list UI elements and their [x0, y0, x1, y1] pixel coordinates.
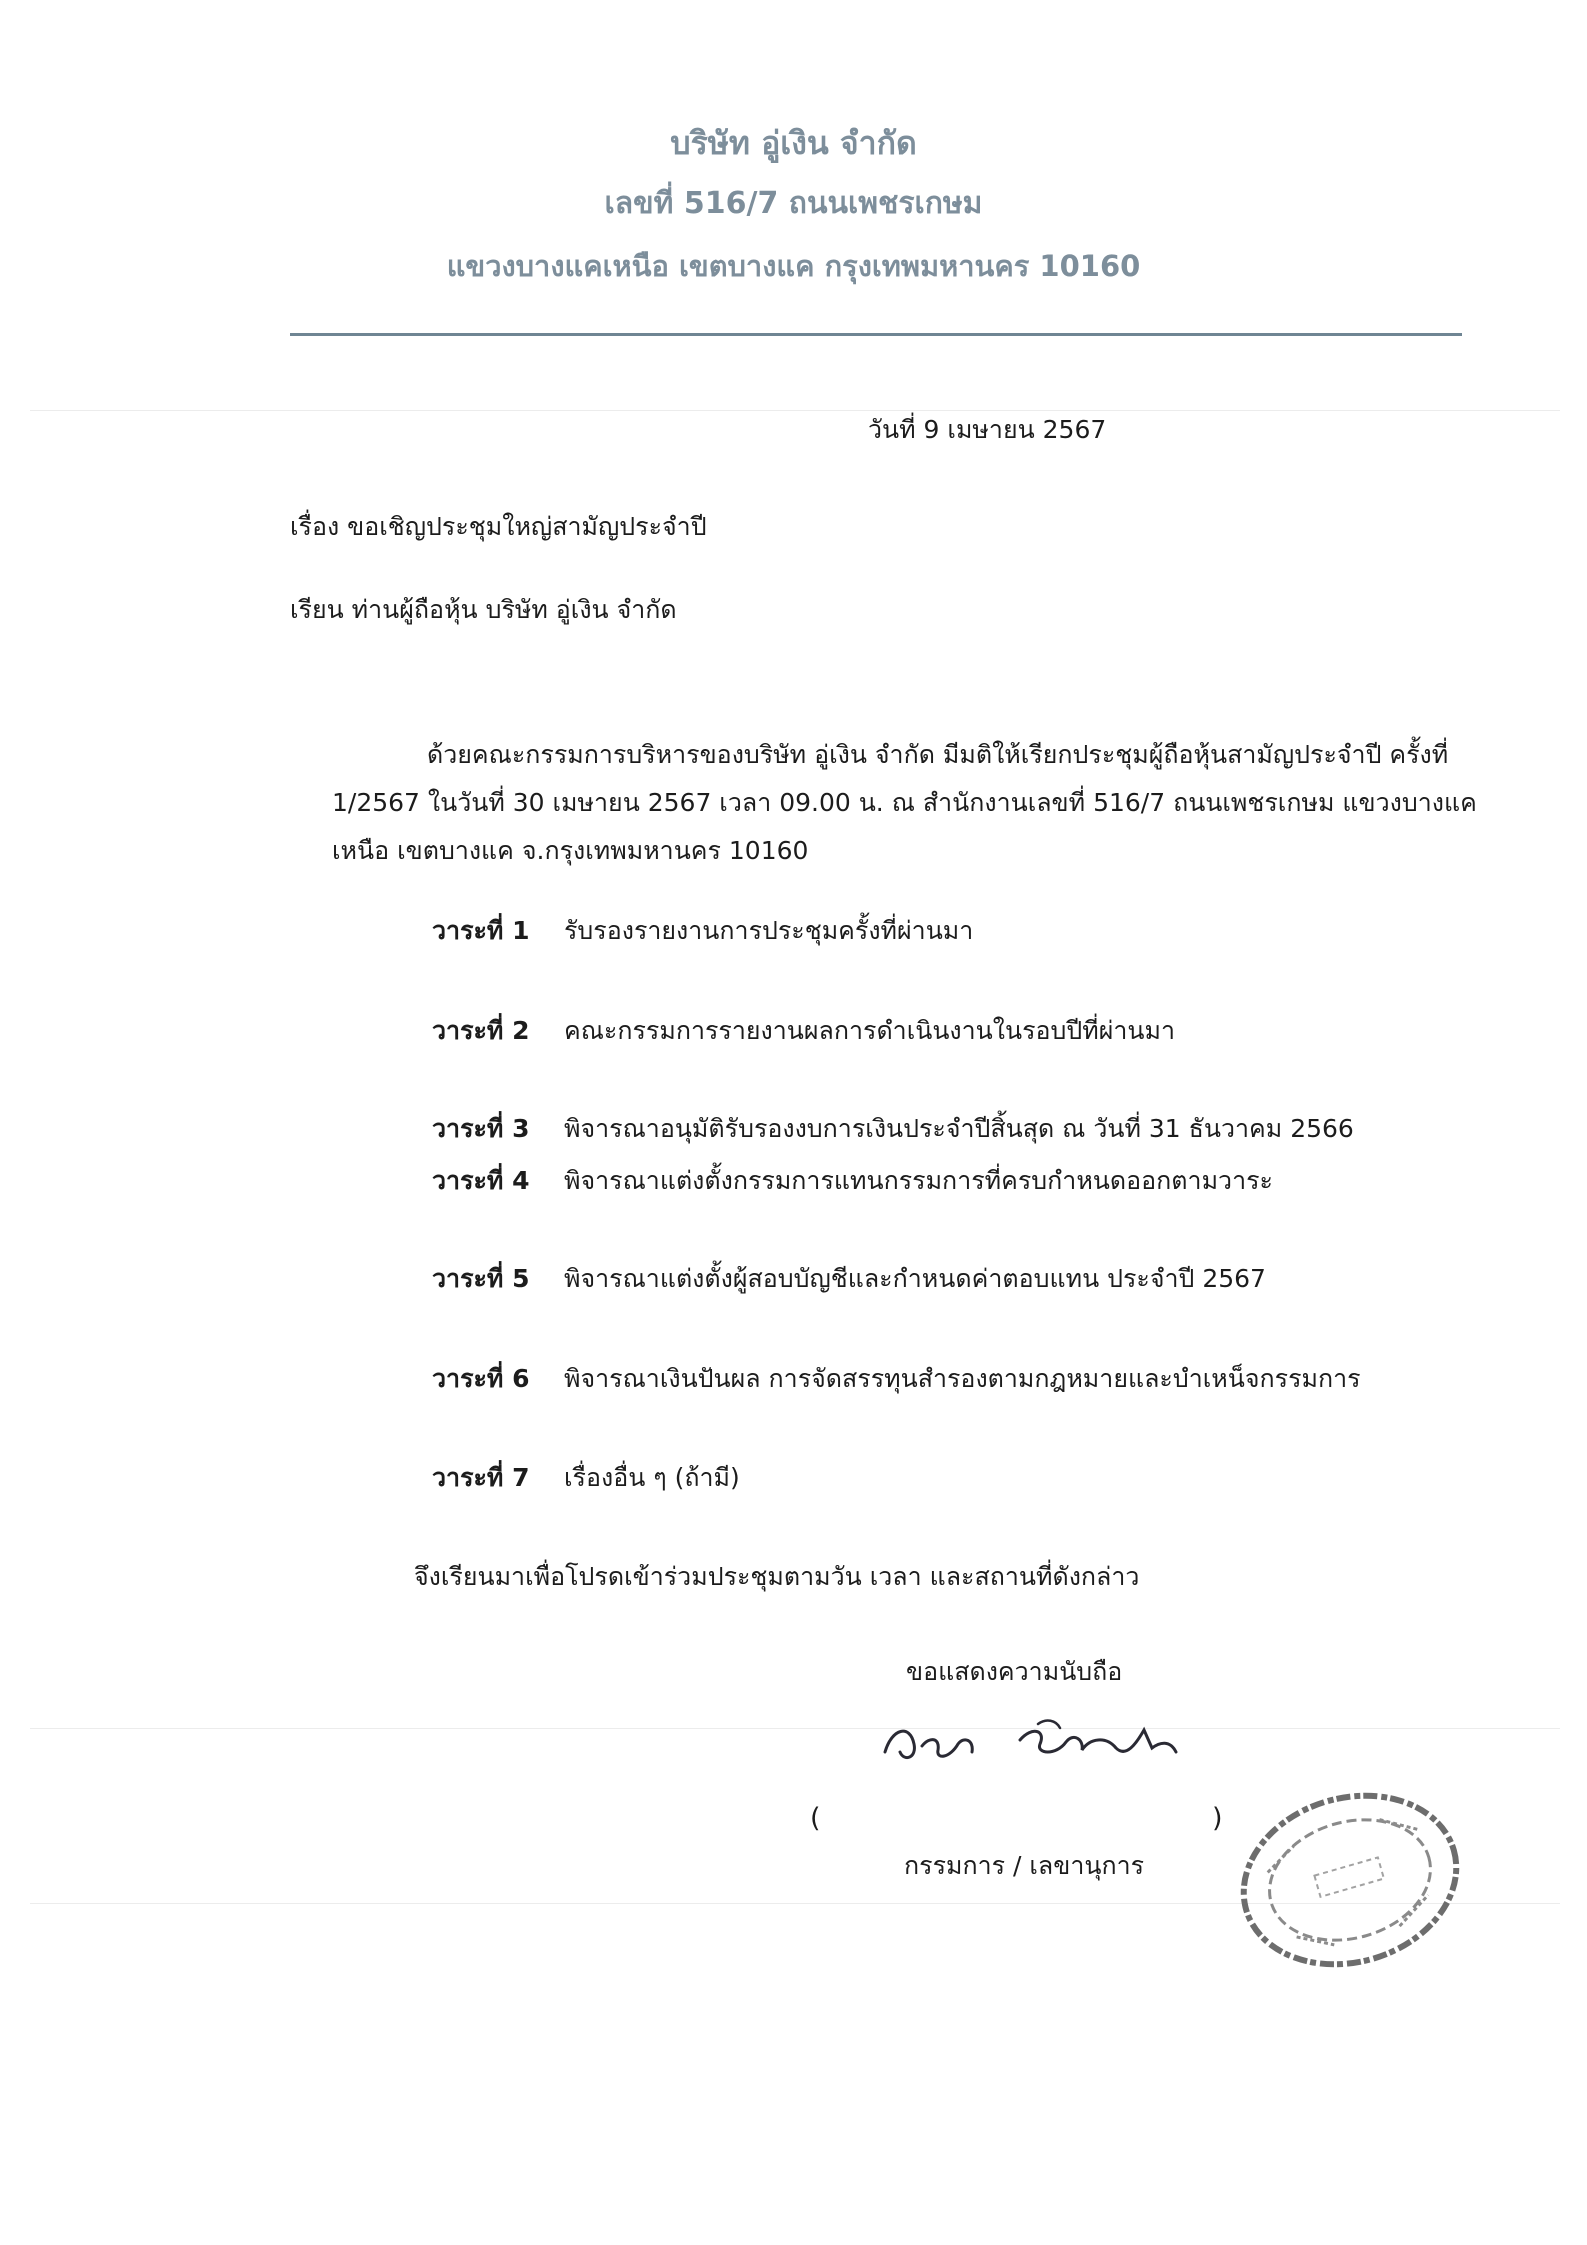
signer-name-close-paren: ) [1212, 1803, 1223, 1834]
scan-line [30, 410, 1560, 411]
company-name: บริษัท อู่เงิน จำกัด [670, 124, 917, 162]
agenda-item [432, 1463, 740, 1493]
signer-position: กรรมการ / เลขานุการ [904, 1851, 1145, 1880]
company-seal-stamp [1225, 1780, 1475, 1980]
body-line: เหนือ เขตบางแค จ.กรุงเทพมหานคร 10160 [332, 836, 809, 865]
agenda-text: พิจารณาแต่งตั้งผู้สอบบัญชีและกำหนดค่าตอบแทน ประจำปี 2567 [564, 1264, 1266, 1293]
agenda-item [432, 1016, 1175, 1046]
agenda-text: พิจารณาเงินปันผล การจัดสรรทุนสำรองตามกฎหมายและบำเหน็จกรรมการ [564, 1364, 1361, 1393]
body-line: ด้วยคณะกรรมการบริหารของบริษัท อู่เงิน จำกัด มีมติให้เรียกประชุมผู้ถือหุ้นสามัญประจำปี ครั้งที่ [427, 740, 1449, 769]
letter-subject: เรื่อง ขอเชิญประชุมใหญ่สามัญประจำปี [290, 512, 707, 541]
agenda-text: เรื่องอื่น ๆ (ถ้ามี) [564, 1463, 740, 1492]
letter-recipient: เรียน ท่านผู้ถือหุ้น บริษัท อู่เงิน จำกัด [290, 595, 677, 624]
regards-text: ขอแสดงความนับถือ [906, 1657, 1123, 1686]
agenda-label: วาระที่ 2 [432, 1016, 530, 1045]
agenda-item [432, 1264, 1266, 1294]
letter-date: วันที่ 9 เมษายน 2567 [868, 415, 1107, 444]
agenda-text: รับรองรายงานการประชุมครั้งที่ผ่านมา [564, 916, 974, 945]
scan-line [30, 1728, 1560, 1729]
agenda-label: วาระที่ 7 [432, 1463, 530, 1492]
agenda-text: คณะกรรมการรายงานผลการดำเนินงานในรอบปีที่ผ่านมา [564, 1016, 1176, 1045]
company-address-line2: แขวงบางแคเหนือ เขตบางแค กรุงเทพมหานคร 10160 [446, 249, 1141, 283]
agenda-label: วาระที่ 1 [432, 916, 530, 945]
agenda-item [432, 1166, 1273, 1196]
agenda-label: วาระที่ 3 [432, 1114, 530, 1143]
body-paragraph [332, 731, 1492, 875]
closing-sentence: จึงเรียนมาเพื่อโปรดเข้าร่วมประชุมตามวัน เวลา และสถานที่ดังกล่าว [414, 1562, 1140, 1591]
agenda-label: วาระที่ 5 [432, 1264, 530, 1293]
agenda-label: วาระที่ 6 [432, 1364, 530, 1393]
agenda-text: พิจารณาอนุมัติรับรองงบการเงินประจำปีสิ้นสุด ณ วันที่ 31 ธันวาคม 2566 [564, 1114, 1354, 1143]
letterhead-divider [290, 333, 1462, 336]
company-address-line1: เลขที่ 516/7 ถนนเพชรเกษม [604, 186, 983, 221]
body-line: 1/2567 ในวันที่ 30 เมษายน 2567 เวลา 09.00 น. ณ สำนักงานเลขที่ 516/7 ถนนเพชรเกษม แขวงบางแค [332, 788, 1477, 817]
agenda-item [432, 916, 973, 946]
agenda-text: พิจารณาแต่งตั้งกรรมการแทนกรรมการที่ครบกำหนดออกตามวาระ [564, 1166, 1273, 1195]
agenda-item [432, 1114, 1354, 1144]
agenda-item [432, 1364, 1361, 1394]
signature [870, 1700, 1200, 1780]
agenda-label: วาระที่ 4 [432, 1166, 530, 1195]
signer-name-open-paren: ( [810, 1803, 821, 1834]
